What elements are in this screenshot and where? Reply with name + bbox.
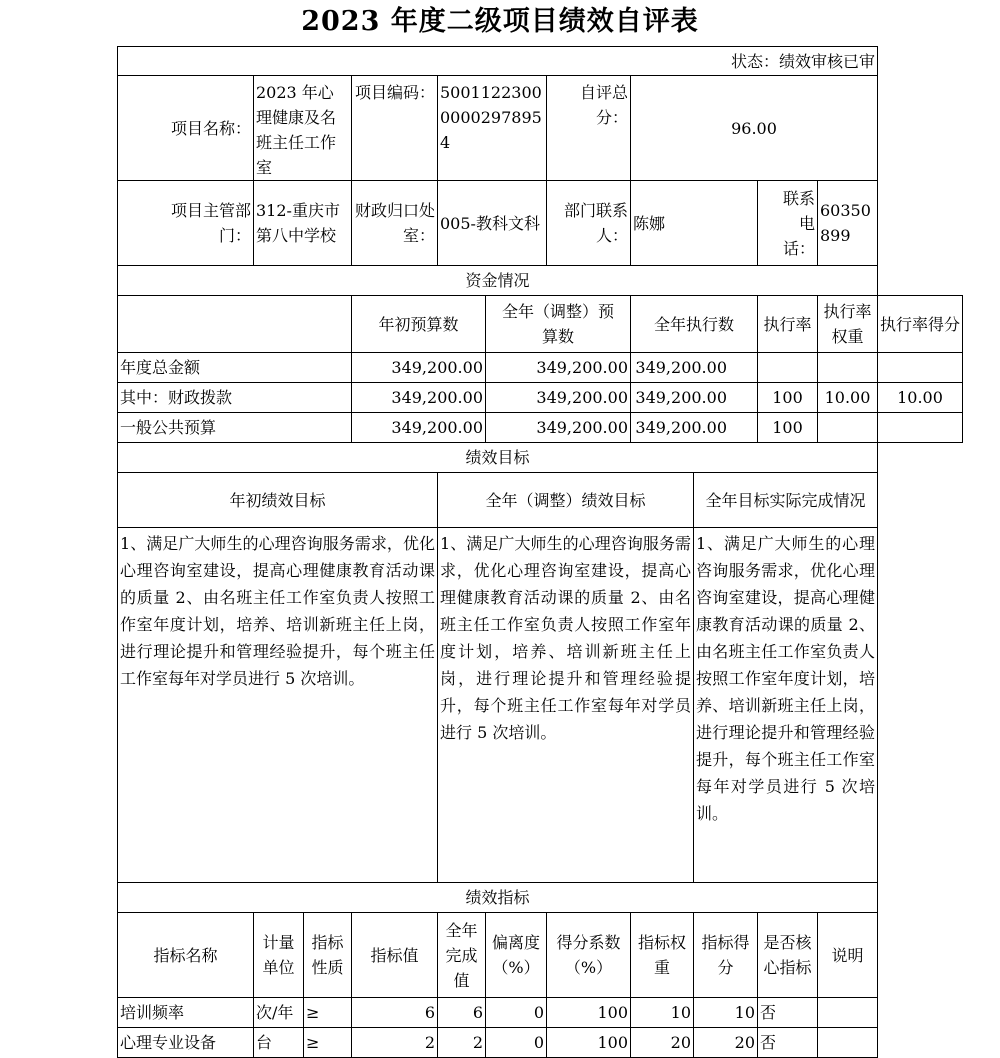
goals-section-row [118,443,963,473]
ind-note [818,1028,878,1058]
dept-label: 项目主管部门： [118,181,254,266]
ind-header-weight: 指标权重 [631,913,694,998]
goal-adjusted-text: 1、满足广大师生的心理咨询服务需求，优化心理咨询室建设，提高心理健康教育活动课的质量 2、由名班主任工作室负责人按照工作室年度计划，培养、培训新班主任上岗，进行理论提升和管理经验提升，每个班主任工作室每年对学员进行 5 次培训。 [438,528,694,883]
funds-executed: 349,200.00 [631,353,758,383]
status-text: 状态：绩效审核已审 [118,47,878,76]
goals-header-initial: 年初绩效目标 [118,473,438,528]
funds-weight: 10.00 [818,383,878,413]
finance-office-value: 005-教科文科 [438,181,547,266]
funds-header-score: 执行率得分 [878,296,963,353]
goal-actual-text: 1、满足广大师生的心理咨询服务需求，优化心理咨询室建设，提高心理健康教育活动课的质量 2、由名班主任工作室负责人按照工作室年度计划，培养、培训新班主任上岗，进行理论提升和管理经验提升，每个班主任工作室每年对学员进行 5 次培训。 [694,528,878,883]
project-code-value: 500112230000002978954 [438,76,547,181]
funds-section-row [118,266,963,296]
ind-coef: 100 [547,1028,631,1058]
self-evaluation-table [117,46,963,1058]
ind-weight: 10 [631,998,694,1028]
funds-row [118,383,963,413]
ind-deviation: 0 [486,998,547,1028]
project-code-label: 项目编码： [352,76,438,181]
ind-name: 心理专业设备 [118,1028,254,1058]
ind-header-deviation: 偏离度（%） [486,913,547,998]
funds-header-row [118,296,963,353]
indicator-row [118,998,963,1028]
ind-name: 培训频率 [118,998,254,1028]
funds-header-adjusted: 全年（调整）预算数 [486,296,631,353]
funds-weight [818,413,878,443]
ind-target: 2 [352,1028,438,1058]
funds-executed: 349,200.00 [631,413,758,443]
ind-core: 否 [758,1028,818,1058]
goals-header-adjusted: 全年（调整）绩效目标 [438,473,694,528]
ind-unit: 台 [254,1028,304,1058]
ind-header-coef: 得分系数（%） [547,913,631,998]
ind-unit: 次/年 [254,998,304,1028]
funds-rate: 100 [758,383,818,413]
ind-coef: 100 [547,998,631,1028]
ind-actual: 6 [438,998,486,1028]
self-score-label: 自评总分： [547,76,631,181]
project-name-label: 项目名称： [118,76,254,181]
ind-header-core: 是否核心指标 [758,913,818,998]
ind-core: 否 [758,998,818,1028]
project-name-value: 2023 年心理健康及名班主任工作室 [254,76,352,181]
ind-weight: 20 [631,1028,694,1058]
status-row [118,47,963,76]
contact-value: 陈娜 [631,181,758,266]
funds-row-label: 一般公共预算 [118,413,352,443]
ind-header-name: 指标名称 [118,913,254,998]
funds-rate [758,353,818,383]
ind-header-target: 指标值 [352,913,438,998]
funds-score: 10.00 [878,383,963,413]
funds-adjusted: 349,200.00 [486,383,631,413]
funds-row-label: 年度总金额 [118,353,352,383]
ind-header-score: 指标得分 [694,913,758,998]
ind-header-actual: 全年完成值 [438,913,486,998]
funds-score [878,413,963,443]
funds-header-weight: 执行率权重 [818,296,878,353]
funds-header-blank [118,296,352,353]
indicator-row [118,1028,963,1058]
contact-label: 部门联系人： [547,181,631,266]
ind-nature: ≥ [304,998,352,1028]
ind-header-nature: 指标性质 [304,913,352,998]
ind-score: 10 [694,998,758,1028]
funds-adjusted: 349,200.00 [486,353,631,383]
ind-target: 6 [352,998,438,1028]
ind-header-note: 说明 [818,913,878,998]
indicators-section-label: 绩效指标 [118,883,878,913]
funds-budget: 349,200.00 [352,353,486,383]
project-info-row [118,76,963,181]
goal-initial-text: 1、满足广大师生的心理咨询服务需求，优化心理咨询室建设，提高心理健康教育活动课的质量 2、由名班主任工作室负责人按照工作室年度计划，培养、培训新班主任上岗，进行理论提升和管理经验提升，每个班主任工作室每年对学员进行 5 次培训。 [118,528,438,883]
phone-value: 60350899 [818,181,878,266]
dept-value: 312-重庆市第八中学校 [254,181,352,266]
phone-label: 联系电话： [758,181,818,266]
ind-note [818,998,878,1028]
funds-budget: 349,200.00 [352,383,486,413]
funds-budget: 349,200.00 [352,413,486,443]
funds-header-executed: 全年执行数 [631,296,758,353]
ind-actual: 2 [438,1028,486,1058]
ind-score: 20 [694,1028,758,1058]
funds-rate: 100 [758,413,818,443]
department-info-row [118,181,963,266]
indicators-header-row [118,913,963,998]
funds-score [878,353,963,383]
funds-row [118,413,963,443]
funds-row [118,353,963,383]
funds-adjusted: 349,200.00 [486,413,631,443]
funds-weight [818,353,878,383]
ind-deviation: 0 [486,1028,547,1058]
self-score-value: 96.00 [631,76,878,181]
funds-header-rate: 执行率 [758,296,818,353]
funds-section-label: 资金情况 [118,266,878,296]
funds-row-label: 其中：财政拨款 [118,383,352,413]
goals-section-label: 绩效目标 [118,443,878,473]
goals-header-row [118,473,963,528]
goals-header-actual: 全年目标实际完成情况 [694,473,878,528]
ind-nature: ≥ [304,1028,352,1058]
funds-executed: 349,200.00 [631,383,758,413]
funds-header-budget: 年初预算数 [352,296,486,353]
finance-office-label: 财政归口处室： [352,181,438,266]
ind-header-unit: 计量单位 [254,913,304,998]
page-title: 2023 年度二级项目绩效自评表 [301,6,699,37]
indicators-section-row [118,883,963,913]
goals-content-row [118,528,963,883]
